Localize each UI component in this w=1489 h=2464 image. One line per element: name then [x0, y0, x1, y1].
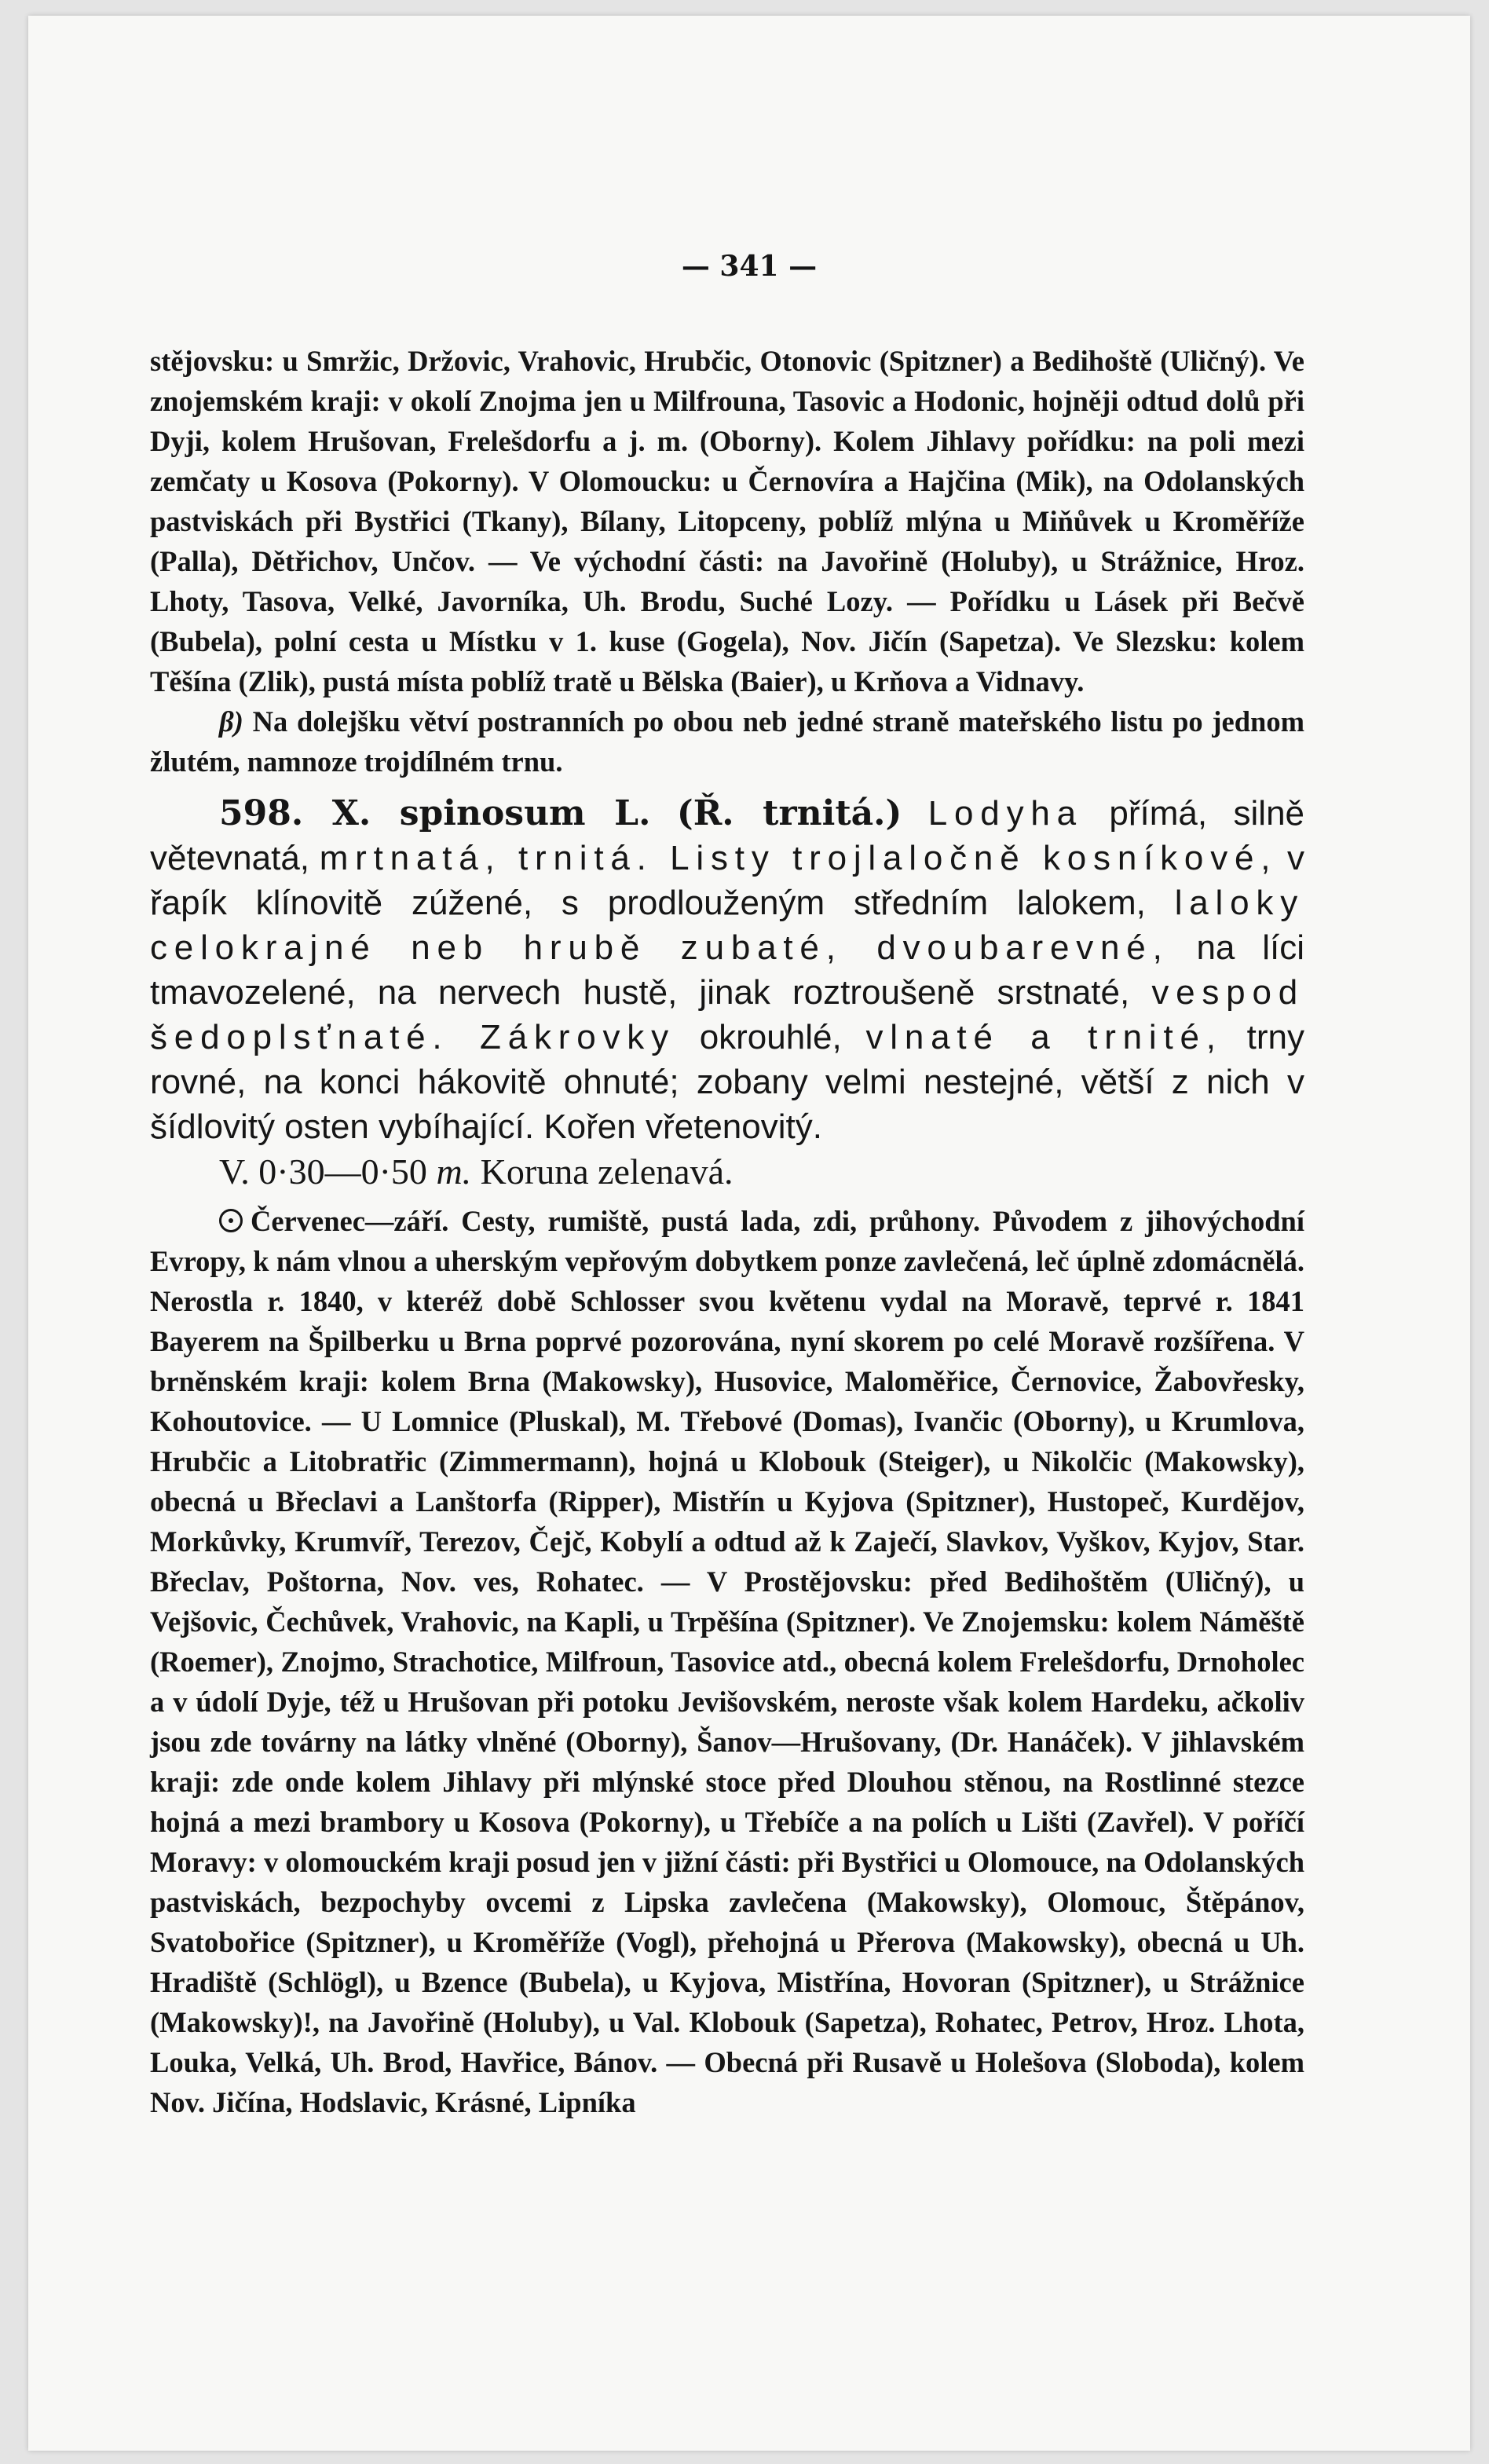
desc-text-1: přímá, silně větevnatá,: [150, 794, 1305, 877]
species-czech-name: (Ř. trnitá.): [676, 793, 902, 833]
species-heading: 598. X. spinosum L.: [219, 793, 651, 833]
distribution-paragraph: stějovsku: u Smržic, Držovic, Vrahovic, Hrubčic, Otonovic (Spitzner) a Bedihoště (Uličný). Ve znojemském kraji: v okolí Znojma jen u Milfrouna, Tasovic a Hodonic, hojněji odtud dolů při Dyji, kolem Hrušovan, Frelešdorfu a j. m. (Oborny). Kolem Jihlavy pořídku: na poli mezi zemčaty u Kosova (Pokorny). V Olomoucku: u Černovíra a Hajčina (Mik), na Odolanských pastviskách při Bystřici (Tkany), Bílany, Litopceny, poblíž mlýna u Miňůvek u Kroměříže (Palla), Dětřichov, Unčov. — Ve východní části: na Javořině (Holuby), u Strážnice, Hroz. Lhoty, Tasova, Velké, Javorníka, Uh. Brodu, Suché Lozy. — Pořídku u Lásek při Bečvě (Bubela), polní cesta u Místku v 1. kuse (Gogela), Nov. Jičín (Sapetza). Ve Slezsku: kolem Těšína (Zlik), pustá místa poblíž tratě u Bělska (Baier), u Krňova a Vidnavy.: [150, 345, 1304, 697]
corolla-text: Koruna zelenavá.: [480, 1151, 734, 1192]
height-unit: m.: [436, 1151, 472, 1192]
book-page: [28, 16, 1470, 2451]
flower-line: [150, 1149, 1304, 1195]
plant-height: 0·30—0·50: [258, 1151, 427, 1192]
occurrence-paragraph: [150, 1201, 1304, 2122]
desc-text-3: na líci tmavozelené, na nervech hustě, jinak roztroušeně srstnaté,: [150, 928, 1304, 1012]
desc-text-2: v řapík klínovitě zúžené, s prodlouženým středním lalokem,: [150, 839, 1304, 922]
annual-plant-icon: [219, 1209, 243, 1232]
variety-marker: β): [219, 705, 243, 738]
variety-text: Na dolejšku větví postranních po obou neb jedné straně mateřského listu po jednom žlutém, namnoze trojdílném trnu.: [150, 705, 1305, 778]
species-description: [150, 791, 1304, 1149]
desc-spaced-5: vespod šedoplsťnaté.: [150, 973, 1304, 1056]
desc-spaced-6: Zákrovky: [448, 1018, 675, 1056]
page-number: — 341 —: [681, 250, 818, 283]
flower-month: V.: [219, 1151, 250, 1192]
desc-spaced-2: mrtnatá, trnitá.: [319, 839, 653, 877]
desc-spaced-4: laloky celokrajné neb hrubě zubaté, dvoubarevné,: [150, 884, 1304, 967]
desc-spaced-1: Lodyha: [927, 794, 1083, 833]
desc-text-5: trny rovné, na konci hákovitě ohnuté; zobany velmi nestejné, větší z nich v šídlovitý osten vybíhající. Kořen vřetenovitý.: [150, 1018, 1304, 1146]
desc-spaced-3: Listy trojlaločně kosníkové,: [653, 839, 1278, 877]
desc-spaced-7: vlnaté a trnité,: [865, 1018, 1223, 1056]
page-body: [150, 341, 1304, 2122]
desc-text-4: okrouhlé,: [675, 1018, 866, 1056]
variety-beta-paragraph: [150, 701, 1304, 782]
occurrence-text: Červenec—září. Cesty, rumiště, pustá lada, zdi, průhony. Původem z jihovýchodní Evropy, k nám vlnou a uherským vepřovým dobytkem ponze zavlečená, leč úplně zdomácnělá. Nerostla r. 1840, v kteréž době Schlosser svou květenu vydal na Moravě, teprvé r. 1841 Bayerem na Špilberku u Brna poprvé pozorována, nyní skorem po celé Moravě rozšířena. V brněnském kraji: kolem Brna (Makowsky), Husovice, Maloměřice, Černovice, Žabovřesky, Kohoutovice. — U Lomnice (Pluskal), M. Třebové (Domas), Ivančic (Oborny), u Krumlova, Hrubčic a Litobratřic (Zimmermann), hojná u Klobouk (Steiger), u Nikolčic (Makowsky), obecná u Břeclavi a Lanštorfa (Ripper), Mistřín u Kyjova (Spitzner), Hustopeč, Kurdějov, Morkůvky, Krumvíř, Terezov, Čejč, Kobylí a odtud až k Zaječí, Slavkov, Vyškov, Kyjov, Star. Břeclav, Poštorna, Nov. ves, Rohatec. — V Prostějovsku: před Bedihoštěm (Uličný), u Vejšovic, Čechůvek, Vrahovic, na Kapli, u Trpěšína (Spitzner). Ve Znojemsku: kolem Náměště (Roemer), Znojmo, Strachotice, Milfroun, Tasovice atd., obecná kolem Frelešdorfu, Drnoholec a v údolí Dyje, též u Hrušovan při potoku Jevišovském, neroste však kolem Hardeku, ačkoliv jsou zde továrny na látky vlněné (Oborny), Šanov—Hrušovany, (Dr. Hanáček). V jihlavském kraji: zde onde kolem Jihlavy při mlýnské stoce před Dlouhou stěnou, na Rostlinné stezce hojná a mezi brambory u Kosova (Pokorny), u Třebíče a na polích u Lišti (Zavřel). V poříčí Moravy: v olomouckém kraji posud jen v jižní části: při Bystřici u Olomouce, na Odolanských pastviskách, bezpochyby ovcemi z Lipska zavlečena (Makowsky), Olomouc, Štěpánov, Svatobořice (Spitzner), u Kroměříže (Vogl), přehojná u Přerova (Makowsky), obecná u Uh. Hradiště (Schlögl), u Bzence (Bubela), u Kyjova, Mistřína, Hovoran (Spitzner), u Strážnice (Makowsky)!, na Javořině (Holuby), u Val. Klobouk (Sapetza), Rohatec, Petrov, Hroz. Lhota, Louka, Velká, Uh. Brod, Havřice, Bánov. — Obecná při Rusavě u Holešova (Sloboda), kolem Nov. Jičína, Hodslavic, Krásné, Lipníka: [150, 1205, 1304, 2118]
